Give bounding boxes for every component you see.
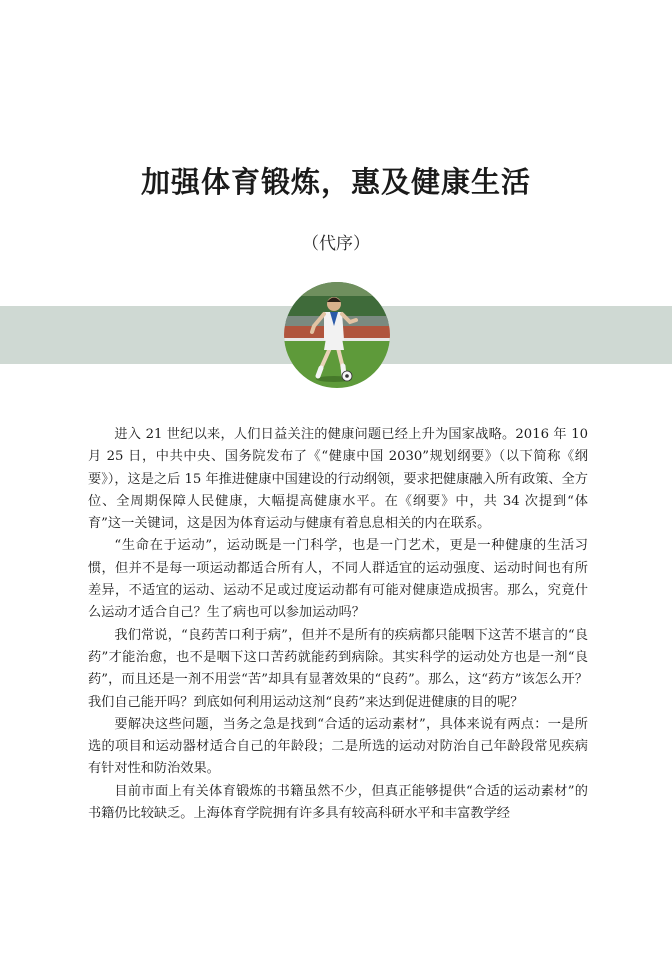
page-subtitle: （代序） [302,234,370,254]
page-title: 加强体育锻炼，惠及健康生活 [140,165,531,199]
preface-body [88,424,588,825]
paragraph: 进入 21 世纪以来，人们日益关注的健康问题已经上升为国家战略。2016 年 10 月 25 日，中共中央、国务院发布了《“健康中国 2030”规划纲要》（以下简称《纲要》），这是之后 15 年推进健康中国建设的行动纲领，要求把健康融入所有政策、全方位、全周期保障人民健康，大幅提高健康水平。在《纲要》中，共 34 次提到“体育”这一关键词，这是因为体育运动与健康有着息息相关的内在联系。 [88,427,588,532]
paragraph: 我们常说，“良药苦口利于病”，但并不是所有的疾病都只能咽下这苦不堪言的“良药”才能治愈，也不是咽下这口苦药就能药到病除。其实科学的运动处方也是一剂“良药”，而且还是一剂不用尝“苦”却具有显著效果的“良药”。那么，这“药方”该怎么开？我们自己能开吗？到底如何利用运动这剂“良药”来达到促进健康的目的呢？ [88,627,588,710]
soccer-player-photo [284,282,390,388]
paragraph: 要解决这些问题，当务之急是找到“合适的运动素材”，具体来说有两点：一是所选的项目和运动器材适合自己的年龄段；二是所选的运动对防治自己年龄段常见疾病有针对性和防治效果。 [88,716,588,777]
paragraph: “生命在于运动”，运动既是一门科学，也是一门艺术，更是一种健康的生活习惯，但并不是每一项运动都适合所有人，不同人群适宜的运动强度、运动时间也有所差异，不适宜的运动、运动不足或过度运动都有可能对健康造成损害。那么，究竟什么运动才适合自己？生了病也可以参加运动吗？ [88,538,588,621]
paragraph: 目前市面上有关体育锻炼的书籍虽然不少，但真正能够提供“合适的运动素材”的书籍仍比较缺乏。上海体育学院拥有许多具有较高科研水平和丰富教学经 [88,783,588,822]
